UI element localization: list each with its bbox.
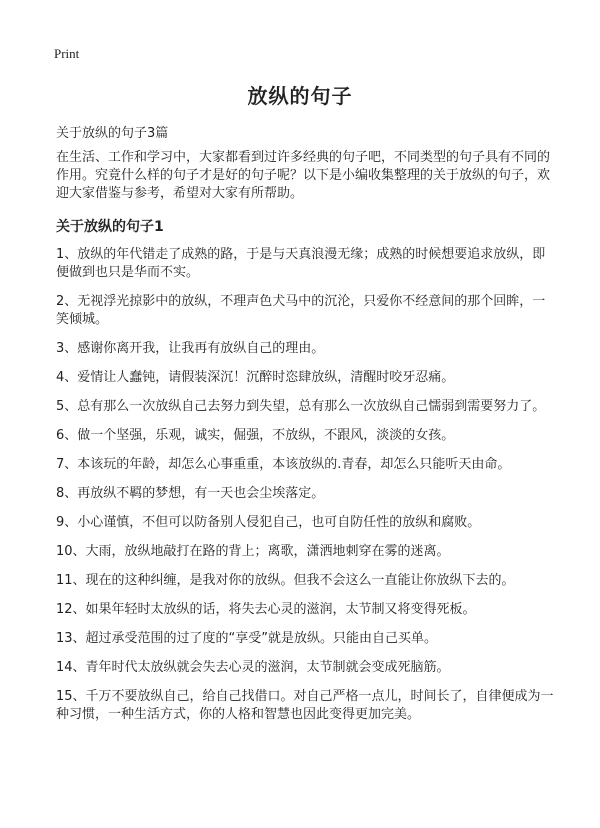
- list-item: 14、青年时代太放纵就会失去心灵的滋润，太节制就会变成死脑筋。: [56, 660, 450, 675]
- list-item: 1、放纵的年代错走了成熟的路，于是与天真浪漫无缘；成熟的时候想要追求放纵，即便做到也只是华而不实。: [56, 247, 546, 280]
- section-heading: 关于放纵的句子1: [56, 219, 164, 235]
- list-item: 7、本该玩的年龄，却怎么心事重重，本该放纵的.青春，却怎么只能听天由命。: [56, 457, 511, 472]
- list-item: 4、爱情让人蠢钝，请假装深沉！沉醉时恣肆放纵，清醒时咬牙忍痛。: [56, 370, 455, 385]
- list-item: 9、小心谨慎，不但可以防备别人侵犯自己，也可自防任性的放纵和腐败。: [56, 515, 481, 530]
- list-item: 8、再放纵不羁的梦想，有一天也会尘埃落定。: [56, 486, 325, 501]
- list-item: 6、做一个坚强，乐观，诚实，倔强，不放纵，不跟风，淡淡的女孩。: [56, 428, 455, 443]
- page-title: 放纵的句子: [247, 84, 353, 108]
- intro-paragraph: 在生活、工作和学习中，大家都看到过许多经典的句子吧，不同类型的句子具有不同的作用。究竟什么样的句子才是好的句子呢？以下是小编收集整理的关于放纵的句子，欢迎大家借鉴与参考，希望对大家有所帮助。: [56, 150, 551, 201]
- list-item: 12、如果年轻时太放纵的话，将失去心灵的滋润，太节制又将变得死板。: [56, 602, 476, 617]
- list-item: 2、无视浮光掠影中的放纵，不理声色犬马中的沉沦，只爱你不经意间的那个回眸，一笑倾城。: [56, 294, 546, 327]
- list-item: 15、千万不要放纵自己，给自己找借口。对自己严格一点儿，时间长了，自律便成为一种习惯，一种生活方式，你的人格和智慧也因此变得更加完美。: [56, 689, 554, 722]
- list-item: 10、大雨，放纵地敲打在路的背上；离歌，潇洒地刺穿在雾的迷离。: [56, 544, 450, 559]
- list-item: 5、总有那么一次放纵自己去努力到失望，总有那么一次放纵自己懦弱到需要努力了。: [56, 399, 546, 414]
- list-item: 13、超过承受范围的过了度的“享受”就是放纵。只能由自己买单。: [56, 631, 438, 646]
- subtitle: 关于放纵的句子3篇: [56, 126, 169, 141]
- sentence-list: [56, 246, 554, 735]
- list-item: 11、现在的这种纠缠，是我对你的放纵。但我不会这么一直能让你放纵下去的。: [56, 573, 515, 588]
- list-item: 3、感谢你离开我，让我再有放纵自己的理由。: [56, 341, 325, 356]
- print-link[interactable]: Print: [54, 46, 80, 61]
